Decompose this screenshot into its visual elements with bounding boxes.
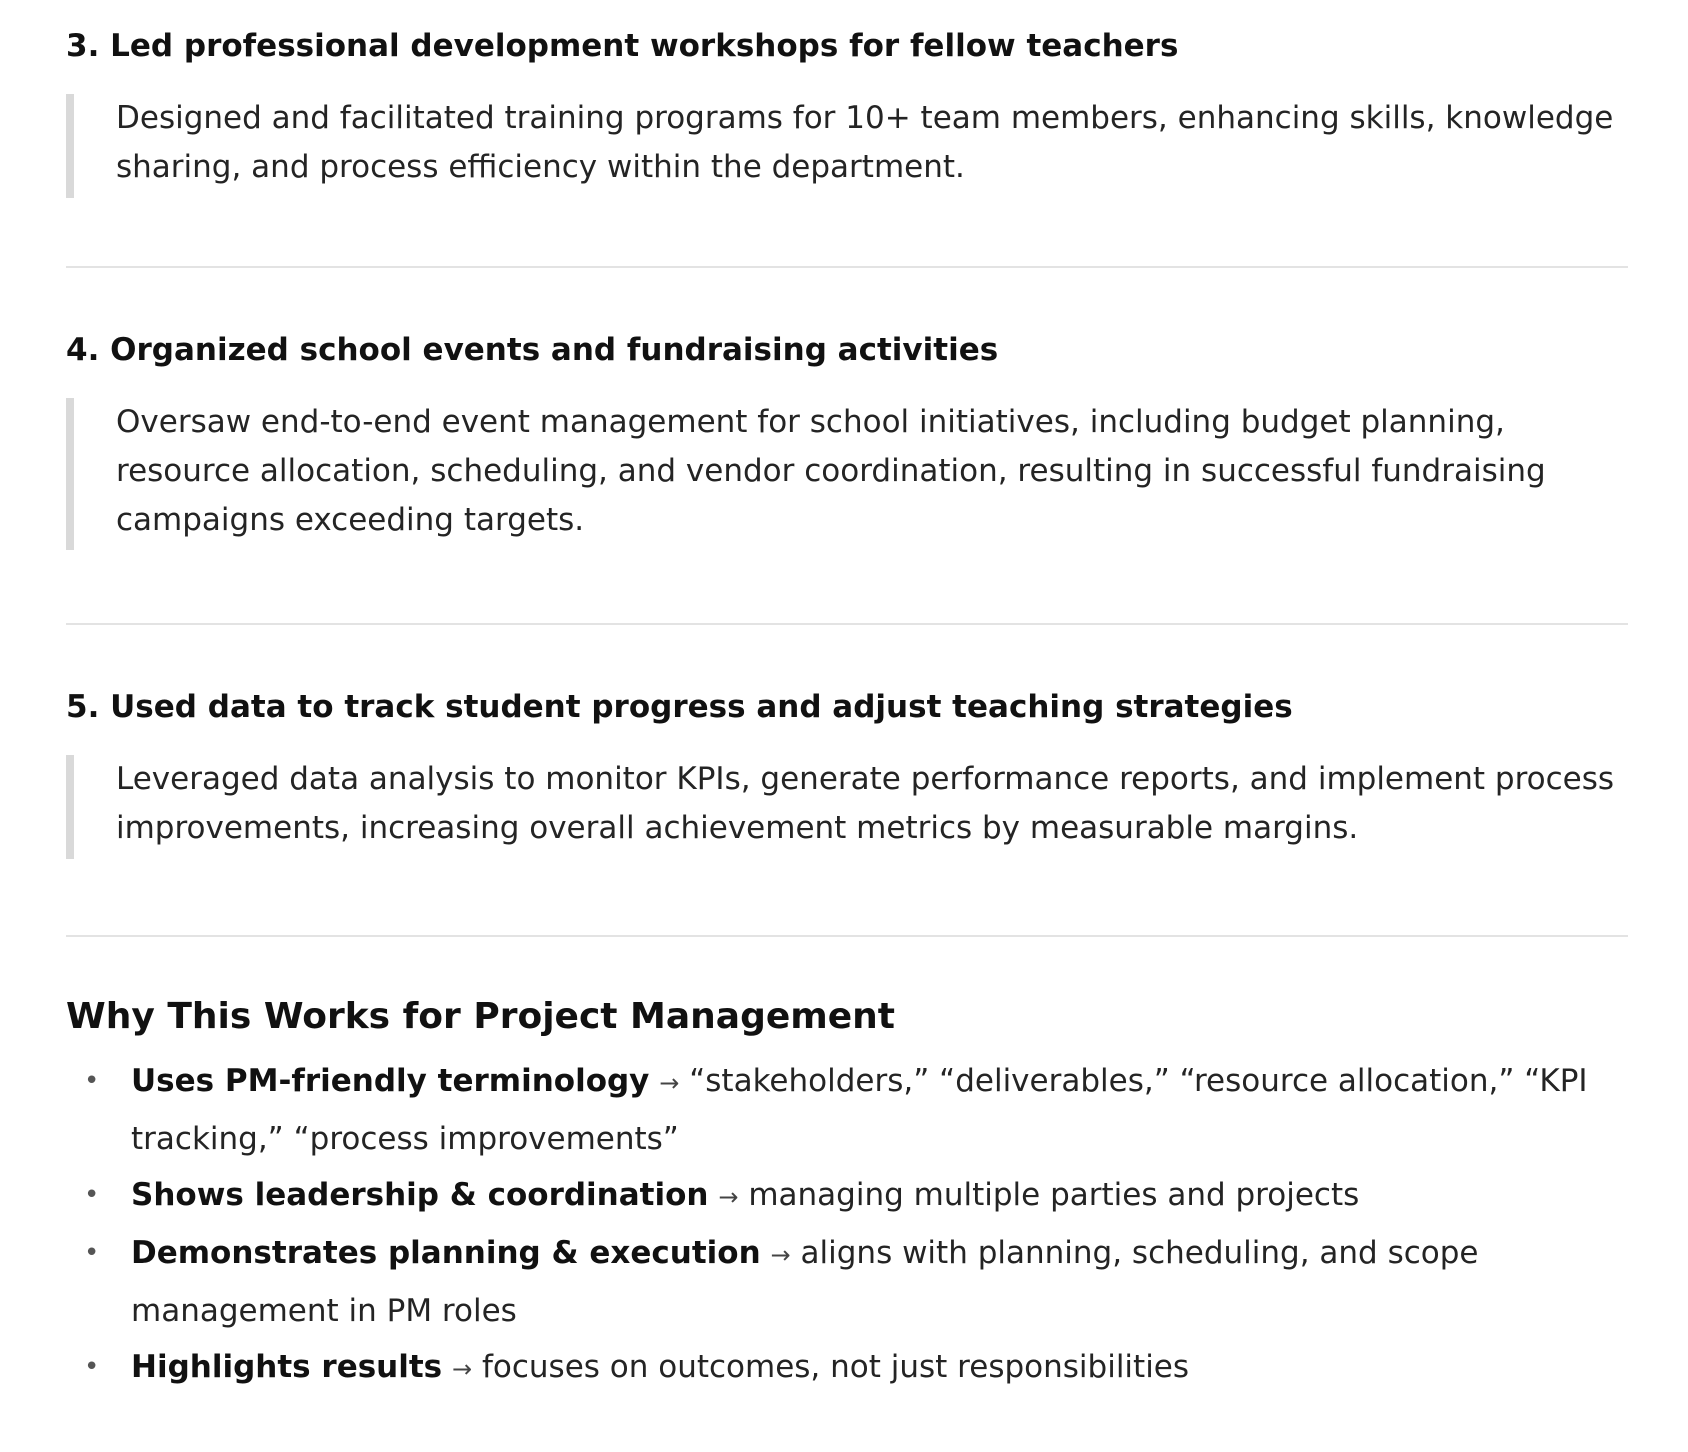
why-list — [66, 1053, 1628, 1397]
bullet-icon: • — [84, 1180, 100, 1210]
section-3 — [66, 0, 1628, 198]
list-item-text: aligns with planning, scheduling, and scope management in PM roles — [131, 1235, 1479, 1329]
section-5 — [66, 625, 1628, 859]
list-item-bold: Highlights results — [131, 1349, 443, 1385]
section-description — [66, 94, 1628, 198]
section-description — [66, 755, 1628, 859]
bullet-icon: • — [84, 1066, 100, 1096]
list-item — [66, 1167, 1628, 1225]
section-description-text: Designed and facilitated training programs for 10+ team members, enhancing skills, knowledge sharing, and process efficiency within the department. — [116, 100, 1614, 185]
why-heading: Why This Works for Project Management — [66, 996, 896, 1037]
list-item-text: focuses on outcomes, not just responsibilities — [481, 1349, 1190, 1385]
section-description-text: Oversaw end-to-end event management for school initiatives, including budget planning, resource allocation, scheduling, and vendor coordination, resulting in successful fundraising campaigns exceeding targets. — [116, 404, 1546, 538]
section-title: 3. Led professional development workshops for fellow teachers — [66, 28, 1179, 64]
arrow-icon: → — [718, 1183, 739, 1211]
arrow-icon: → — [770, 1241, 791, 1269]
section-title: 5. Used data to track student progress and adjust teaching strategies — [66, 689, 1293, 725]
section-4 — [66, 268, 1628, 550]
list-item-text: “stakeholders,” “deliverables,” “resource allocation,” “KPI tracking,” “process improvements” — [131, 1063, 1588, 1157]
section-description — [66, 398, 1628, 550]
section-title: 4. Organized school events and fundraising activities — [66, 332, 999, 368]
arrow-icon: → — [452, 1355, 473, 1383]
list-item-bold: Shows leadership & coordination — [131, 1177, 709, 1213]
section-description-text: Leveraged data analysis to monitor KPIs, generate performance reports, and implement process improvements, increasing overall achievement metrics by measurable margins. — [116, 761, 1615, 846]
list-item — [66, 1339, 1628, 1397]
list-item — [66, 1225, 1628, 1339]
document-content — [66, 0, 1628, 1397]
why-section — [66, 937, 1628, 1397]
bullet-icon: • — [84, 1352, 100, 1382]
list-item-bold: Demonstrates planning & execution — [131, 1235, 761, 1271]
bullet-icon: • — [84, 1238, 100, 1268]
arrow-icon: → — [659, 1069, 680, 1097]
list-item-text: managing multiple parties and projects — [748, 1177, 1360, 1213]
list-item — [66, 1053, 1628, 1167]
list-item-bold: Uses PM-friendly terminology — [131, 1063, 650, 1099]
